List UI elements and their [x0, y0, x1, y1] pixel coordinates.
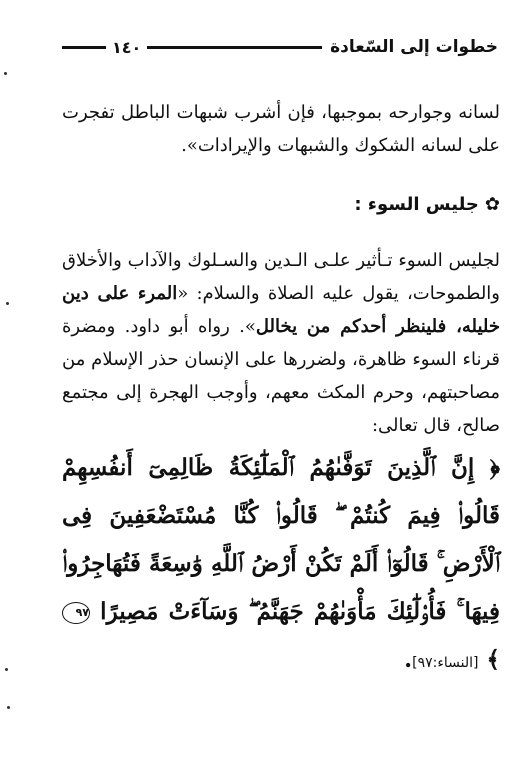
verse-citation: [النساء:٩٧]	[412, 655, 479, 671]
header-rule-short	[62, 46, 106, 49]
hadith-quote: المرء على دين خليله، فلينظر أحدكم من يخالل	[62, 283, 501, 337]
running-header	[62, 32, 498, 62]
paragraph-bad-companion	[62, 244, 500, 442]
verse-number-marker: ٩٧	[62, 602, 90, 624]
header-rule	[147, 46, 322, 49]
verse-close: ﴾	[478, 646, 500, 673]
section-heading-text: جليس السوء :	[354, 194, 479, 215]
scan-speck	[5, 668, 8, 671]
scan-speck	[7, 706, 10, 709]
paragraph-after-hadith: ». رواه أبو داود. ومضرة قرناء السوء ظاهرة، ولضررها على الإنسان حذر الإسلام من مصاحبتهم، وحرم المكث معهم، وأوجب الهجرة إلى مجتمع صالح، قال تعالى:	[62, 316, 500, 436]
quran-verse	[62, 444, 500, 687]
paragraph-intro: لجليس السوء تـأثير علـى الـدين والسـلوك والآداب والأخلاق والطموحات، يقول عليه الصلاة والسلام: «	[62, 250, 500, 304]
section-heading	[62, 194, 500, 215]
flower-bullet-icon: ✿	[484, 194, 500, 215]
paragraph-continuation: لسانه وجوارحه بموجبها، فإن أشرب شبهات الباطل تفجرت على لسانه الشكوك والشبهات والإيرادات».	[62, 102, 500, 156]
scan-speck	[4, 72, 7, 75]
verse-end: .	[404, 646, 413, 673]
page-number: ١٤٠	[112, 37, 142, 57]
verse-text: ﴿ إِنَّ ٱلَّذِينَ تَوَفَّىٰهُمُ ٱلْمَلَٰٓئِكَةُ ظَالِمِىٓ أَنفُسِهِمْ قَالُوا۟ فِيمَ كُنتُمْ ۖ قَالُوا۟ كُنَّا مُسْتَضْعَفِينَ فِى ٱلْأَرْضِ ۚ قَالُوٓا۟ أَلَمْ تَكُنْ أَرْضُ ٱللَّهِ وَٰسِعَةً فَتُهَاجِرُوا۟ فِيهَا ۚ فَأُو۟لَٰٓئِكَ مَأْوَىٰهُمْ جَهَنَّمُ ۖ وَسَآءَتْ مَصِيرًا	[62, 454, 500, 625]
scan-speck	[6, 302, 9, 305]
book-title: خطوات إلى السّعادة	[330, 37, 498, 57]
